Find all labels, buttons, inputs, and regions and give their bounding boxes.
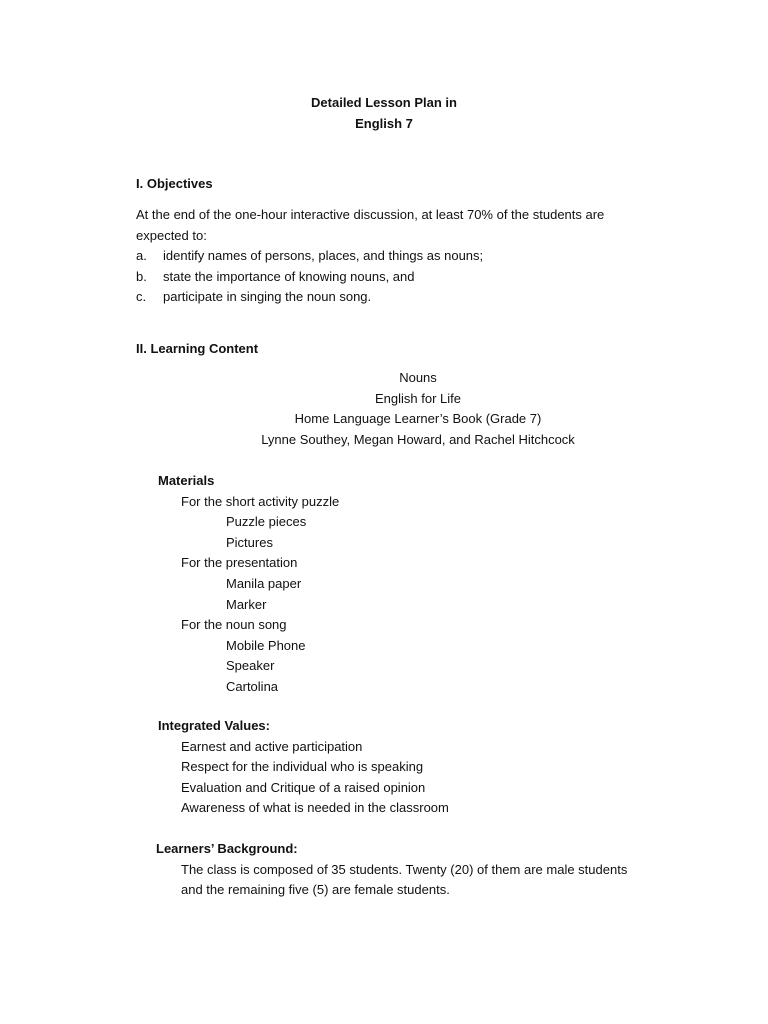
learners-background-section	[156, 839, 676, 901]
materials-group-title: For the short activity puzzle	[181, 493, 340, 509]
list-item: Pictures	[226, 534, 273, 550]
book-authors: Lynne Southey, Megan Howard, and Rachel Hitchcock	[261, 431, 575, 447]
list-item-text: participate in singing the noun song.	[163, 289, 372, 305]
list-item: Marker	[226, 596, 267, 612]
learners-background-line-2: and the remaining five (5) are female students.	[181, 882, 450, 898]
integrated-values-section	[158, 716, 449, 819]
list-item	[136, 287, 656, 308]
list-item: Mobile Phone	[226, 637, 306, 653]
list-item-label: c.	[136, 289, 147, 305]
learning-content-reference	[190, 368, 646, 450]
learners-background-heading: Learners’ Background:	[156, 841, 298, 856]
learning-content-heading: II. Learning Content	[136, 341, 259, 356]
objectives-intro-line-2: expected to:	[136, 227, 207, 243]
list-item-label: a.	[136, 248, 147, 264]
materials-group	[158, 553, 339, 615]
title-line-1: Detailed Lesson Plan in	[311, 95, 457, 110]
objectives-heading: I. Objectives	[136, 176, 213, 191]
list-item-text: identify names of persons, places, and things as nouns;	[163, 248, 484, 264]
list-item: Evaluation and Critique of a raised opinion	[181, 779, 426, 795]
list-item: Respect for the individual who is speaking	[181, 759, 424, 775]
materials-group	[158, 492, 339, 554]
list-item: Puzzle pieces	[226, 514, 307, 530]
list-item-text: state the importance of knowing nouns, and	[163, 268, 415, 284]
list-item: Speaker	[226, 658, 275, 674]
materials-group	[158, 615, 339, 697]
materials-section	[158, 471, 339, 698]
objectives-body	[136, 205, 656, 308]
list-item: Manila paper	[226, 575, 302, 591]
integrated-values-heading: Integrated Values:	[158, 718, 270, 733]
topic: Nouns	[399, 370, 437, 385]
objectives-list	[136, 246, 656, 308]
list-item	[136, 246, 656, 267]
materials-group-title: For the noun song	[181, 617, 287, 633]
list-item: Earnest and active participation	[181, 738, 363, 754]
title-line-2: English 7	[355, 116, 413, 131]
materials-heading: Materials	[158, 473, 215, 488]
list-item: Cartolina	[226, 678, 279, 694]
materials-group-title: For the presentation	[181, 555, 298, 571]
book-subtitle: Home Language Learner’s Book (Grade 7)	[294, 411, 542, 427]
document-title	[0, 92, 768, 134]
list-item-label: b.	[136, 268, 147, 284]
learners-background-line-1: The class is composed of 35 students. Twenty (20) of them are male students	[181, 861, 628, 877]
objectives-intro-line-1: At the end of the one-hour interactive discussion, at least 70% of the students are	[136, 207, 605, 222]
list-item: Awareness of what is needed in the classroom	[181, 800, 449, 816]
book-title: English for Life	[375, 390, 461, 406]
list-item	[136, 267, 656, 288]
